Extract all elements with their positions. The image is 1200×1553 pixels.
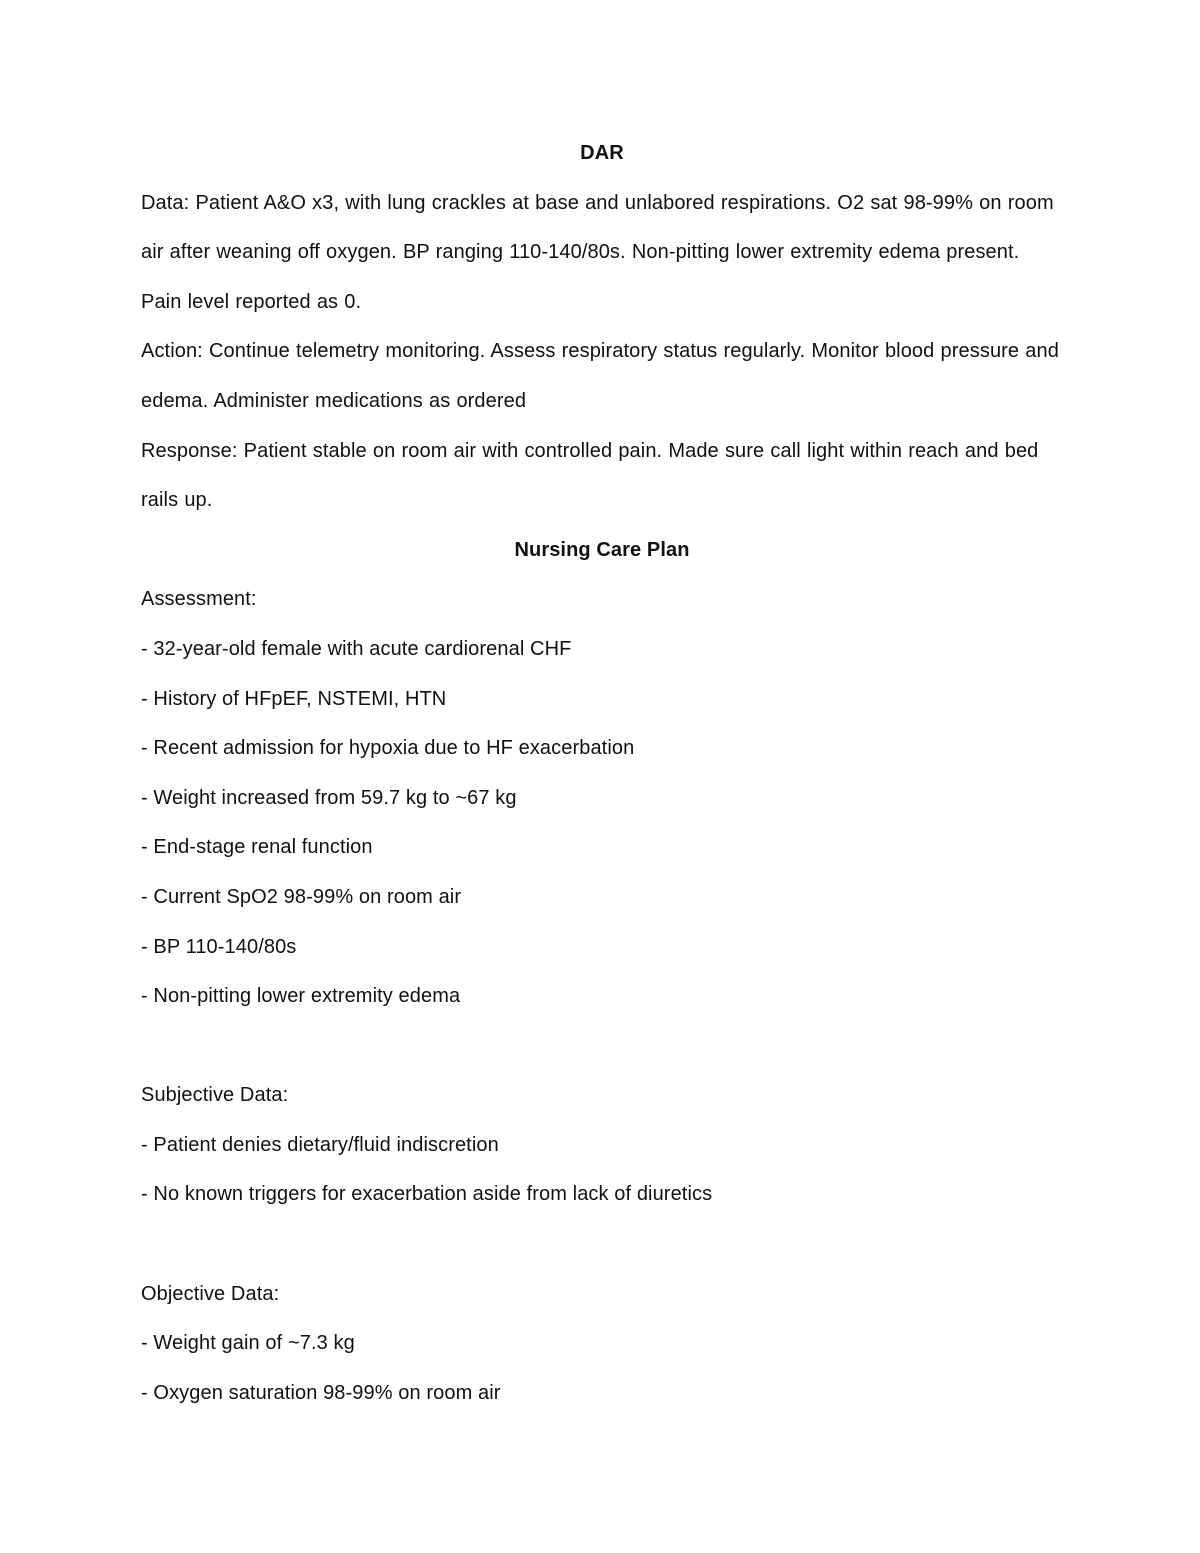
- document-body: [141, 129, 1063, 1418]
- dar-data-paragraph: Data: Patient A&O x3, with lung crackles at base and unlabored respirations. O2 sat 98-99% on room air after weaning off oxygen. BP ranging 110-140/80s. Non-pitting lower extremity edema present. Pain level reported as 0.: [141, 191, 1054, 313]
- objective-item: - Weight gain of ~7.3 kg: [141, 1332, 355, 1355]
- objective-item: - Oxygen saturation 98-99% on room air: [141, 1381, 501, 1404]
- assessment-item: - BP 110-140/80s: [141, 935, 297, 958]
- subjective-label: Subjective Data:: [141, 1084, 289, 1107]
- assessment-item: - Current SpO2 98-99% on room air: [141, 885, 462, 908]
- care-plan-heading: Nursing Care Plan: [514, 538, 690, 561]
- dar-action-paragraph: Action: Continue telemetry monitoring. Assess respiratory status regularly. Monitor blood pressure and edema. Administer medications as ordered: [141, 340, 1059, 412]
- subjective-item: - No known triggers for exacerbation aside from lack of diuretics: [141, 1183, 713, 1206]
- assessment-item: - 32-year-old female with acute cardiorenal CHF: [141, 637, 572, 660]
- blank-line: [141, 1220, 1063, 1270]
- dar-heading: DAR: [580, 142, 624, 164]
- assessment-item: - End-stage renal function: [141, 836, 373, 859]
- assessment-label: Assessment:: [141, 588, 257, 611]
- assessment-item: - Non-pitting lower extremity edema: [141, 985, 461, 1008]
- assessment-item: - History of HFpEF, NSTEMI, HTN: [141, 687, 447, 710]
- assessment-item: - Weight increased from 59.7 kg to ~67 kg: [141, 786, 517, 809]
- subjective-item: - Patient denies dietary/fluid indiscretion: [141, 1133, 499, 1156]
- dar-response-paragraph: Response: Patient stable on room air with controlled pain. Made sure call light within reach and bed rails up.: [141, 439, 1039, 512]
- assessment-item: - Recent admission for hypoxia due to HF exacerbation: [141, 737, 635, 760]
- blank-line: [141, 1022, 1063, 1072]
- objective-label: Objective Data:: [141, 1282, 280, 1305]
